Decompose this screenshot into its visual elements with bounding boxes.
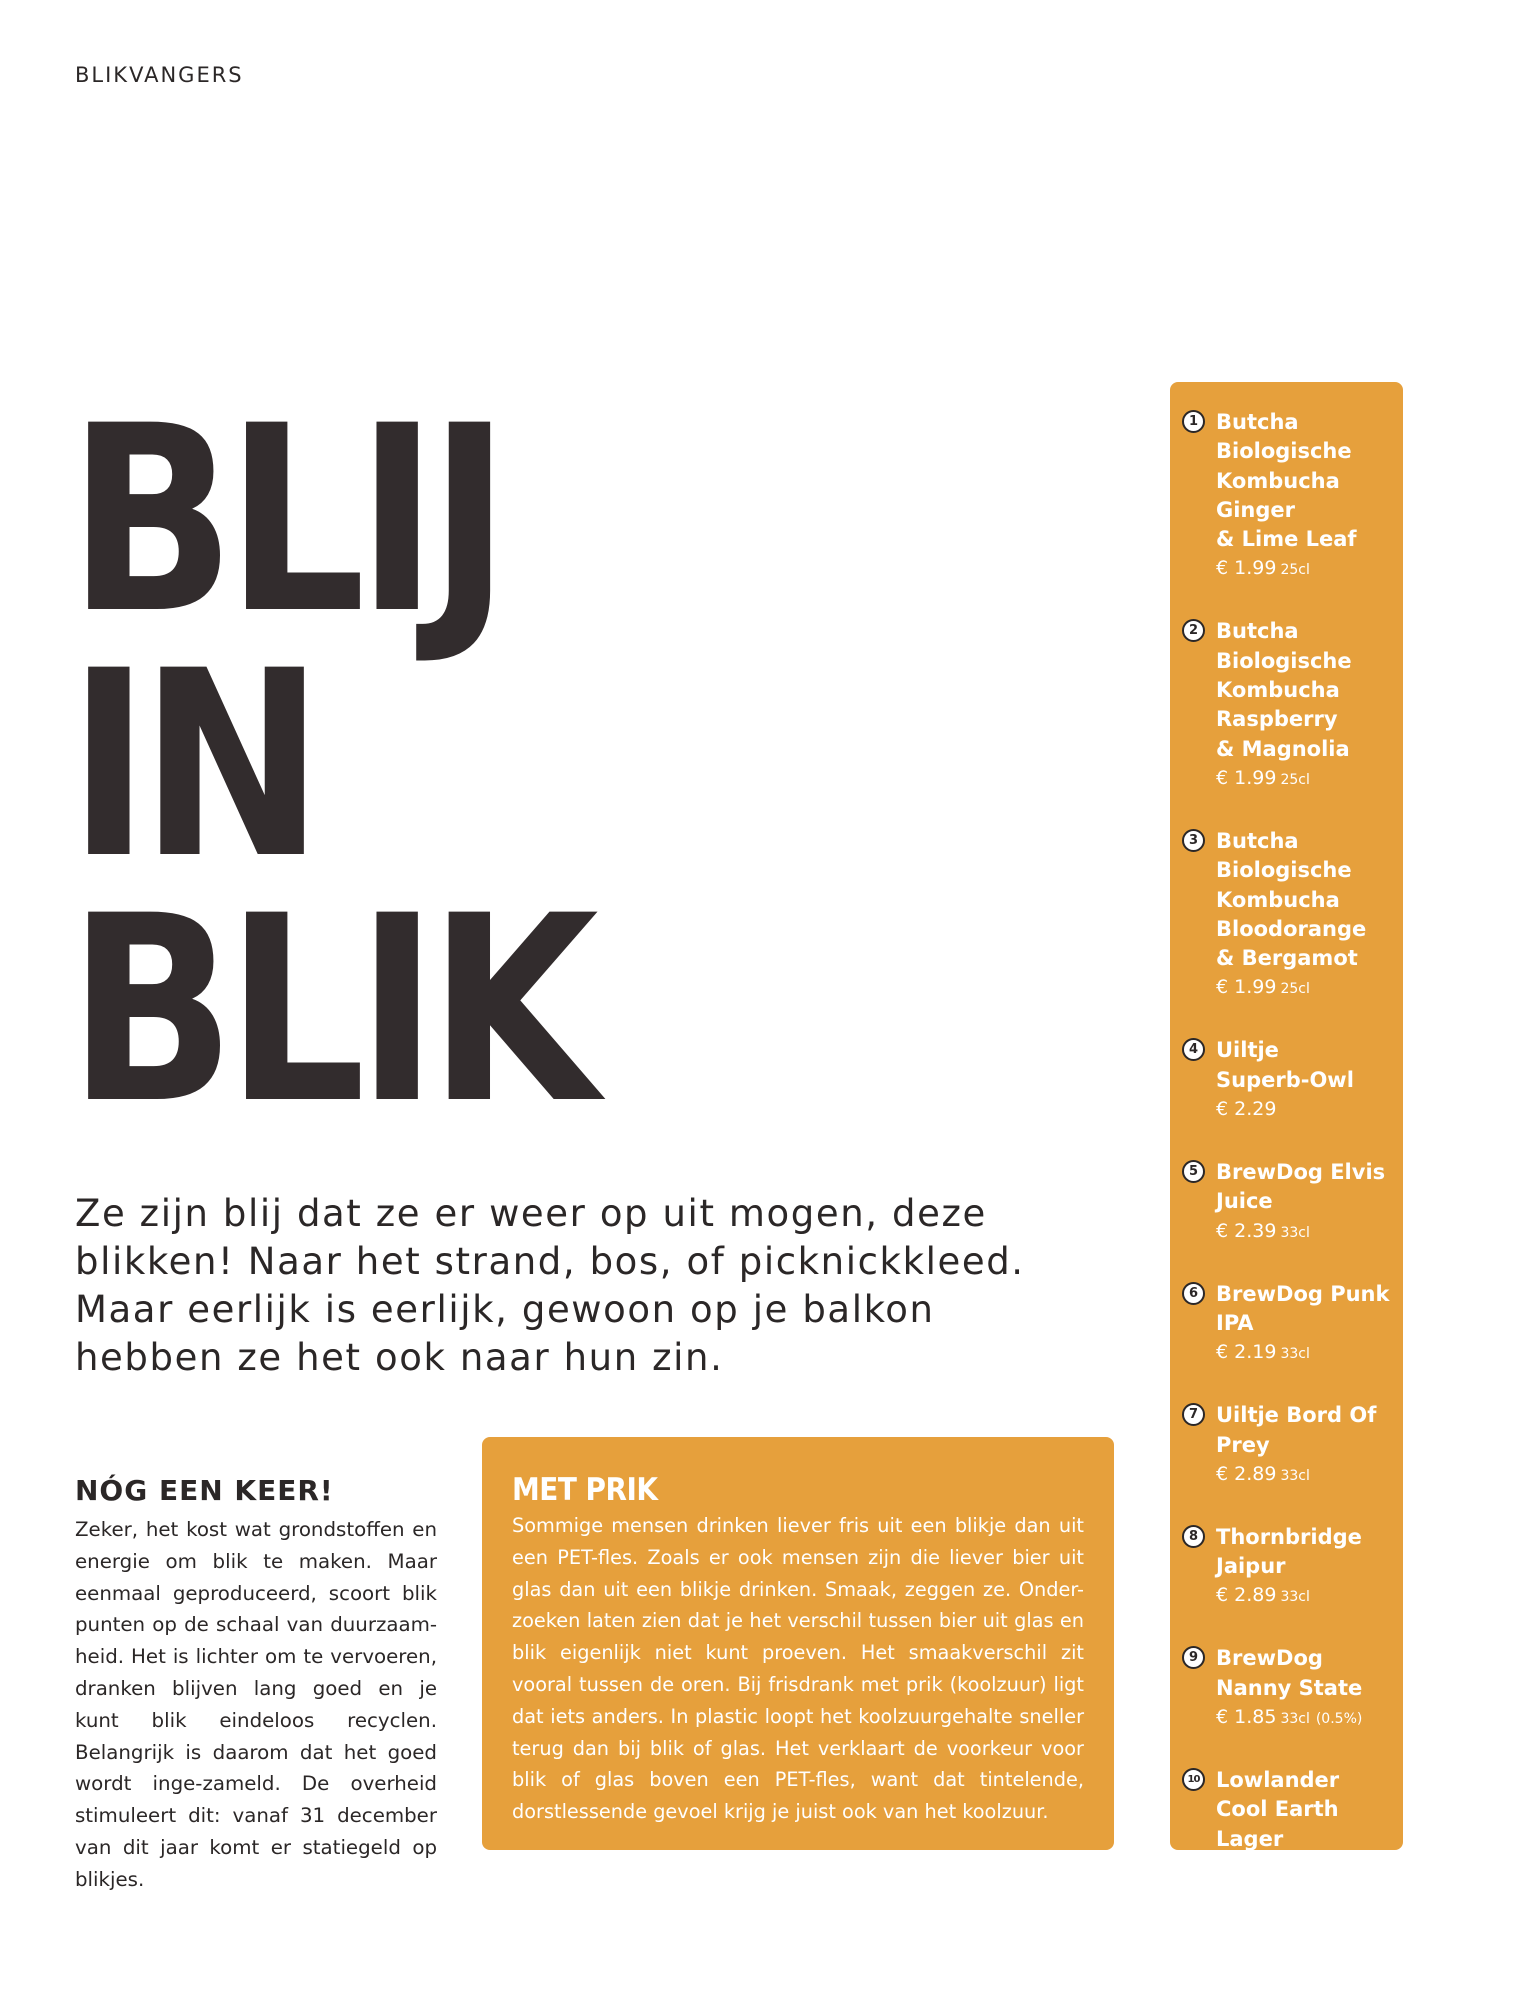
product-name: Thornbridge Jaipur bbox=[1216, 1524, 1362, 1579]
product-item bbox=[1182, 1280, 1395, 1370]
headline-line-1: BLIJ bbox=[68, 370, 501, 670]
product-price-row bbox=[1216, 1460, 1395, 1491]
product-item bbox=[1182, 1158, 1395, 1248]
met-prik-heading: MET PRIK bbox=[512, 1472, 658, 1508]
number-badge: 6 bbox=[1182, 1282, 1205, 1305]
number-badge: 8 bbox=[1182, 1525, 1205, 1548]
product-volume: 33cl bbox=[1280, 1346, 1310, 1363]
product-volume: 33cl bbox=[1280, 1711, 1310, 1728]
headline-line-2: IN bbox=[68, 615, 315, 915]
product-volume: 33cl bbox=[1280, 1224, 1310, 1241]
product-item bbox=[1182, 1644, 1395, 1734]
product-volume: 33cl bbox=[1280, 1467, 1310, 1484]
number-badge: 7 bbox=[1182, 1403, 1205, 1426]
met-prik-box bbox=[482, 1437, 1114, 1850]
product-item bbox=[1182, 617, 1395, 794]
product-item bbox=[1182, 1036, 1395, 1126]
number-badge: 9 bbox=[1182, 1646, 1205, 1669]
met-prik-body: Sommige mensen drinken liever fris uit een blikje dan uit een PET-fles. Zoals er ook mensen zijn die liever bier uit glas dan uit een blikje drinken. Smaak, zeggen ze. Onder-zoeken laten zien dat je het verschil tussen bier uit glas en blik eigenlijk niet kunt proeven. Het smaakverschil zit vooral tussen de oren. Bij frisdrank met prik (koolzuur) ligt dat iets anders. In plastic loopt het koolzuurgehalte sneller terug dan bij blik of glas. Het verklaart de voorkeur voor blik of glas boven een PET-fles, want dat tintelende, dorstlessende gevoel krijg je juist ook van het koolzuur. bbox=[512, 1514, 1084, 1824]
product-price-row bbox=[1216, 764, 1395, 795]
left-column-heading: NÓG EEN KEER! bbox=[75, 1474, 334, 1507]
product-price: € 2.29 bbox=[1216, 1098, 1277, 1121]
product-price-row bbox=[1216, 1338, 1395, 1369]
product-price: € 1.99 bbox=[1216, 557, 1277, 580]
headline-line-3: BLIK bbox=[68, 860, 590, 1160]
product-item bbox=[1182, 1766, 1395, 1885]
number-badge: 4 bbox=[1182, 1038, 1205, 1061]
product-price-row bbox=[1216, 1581, 1395, 1612]
product-name: BrewDog Elvis Juice bbox=[1216, 1160, 1386, 1214]
product-price-row bbox=[1216, 1854, 1395, 1885]
product-name: Butcha Biologische Kombucha Ginger & Lime Leaf bbox=[1216, 410, 1357, 552]
intro-text: Ze zijn blij dat ze er weer op uit mogen, deze blikken! Naar het strand, bos, of picknickkleed. Maar eerlijk is eerlijk, gewoon op je balkon hebben ze het ook naar hun zin. bbox=[75, 1192, 1025, 1379]
product-price: € 2.39 bbox=[1216, 1219, 1277, 1242]
product-sidebar bbox=[1170, 382, 1403, 1879]
product-volume: 33cl bbox=[1280, 1861, 1310, 1878]
product-abv: (0.3%) bbox=[1315, 1861, 1363, 1878]
product-price: € 2.19 bbox=[1216, 1341, 1277, 1364]
product-item bbox=[1182, 1401, 1395, 1491]
product-price: € 1.85 bbox=[1216, 1706, 1277, 1729]
product-name: Lowlander Cool Earth Lager bbox=[1216, 1768, 1340, 1851]
product-price-row bbox=[1216, 1703, 1395, 1734]
product-abv: (0.5%) bbox=[1315, 1711, 1363, 1728]
product-volume: 25cl bbox=[1280, 981, 1310, 998]
product-price-row bbox=[1216, 973, 1395, 1004]
product-name: Uiltje Bord Of Prey bbox=[1216, 1403, 1377, 1457]
left-column-body: Zeker, het kost wat grondstoffen en energie om blik te maken. Maar eenmaal geproduceerd, scoort blik punten op de schaal van duurzaam-heid. Het is lichter om te vervoeren, dranken blijven lang goed en je kunt blik eindeloos recyclen. Belangrijk is daarom dat het goed wordt inge-zameld. De overheid stimuleert dit: vanaf 31 december van dit jaar komt er statiegeld op blikjes. bbox=[75, 1518, 437, 1891]
product-volume: 25cl bbox=[1280, 771, 1310, 788]
product-name: BrewDog Nanny State bbox=[1216, 1646, 1363, 1700]
product-name: Butcha Biologische Kombucha Bloodorange & Bergamot bbox=[1216, 828, 1367, 971]
product-item bbox=[1182, 1523, 1395, 1613]
headline bbox=[68, 370, 600, 1160]
product-price: € 2.89 bbox=[1216, 1584, 1277, 1607]
section-label: BLIKVANGERS bbox=[75, 63, 244, 87]
product-name: BrewDog Punk IPA bbox=[1216, 1281, 1390, 1335]
product-name: Butcha Biologische Kombucha Raspberry & Magnolia bbox=[1216, 619, 1352, 761]
number-badge: 10 bbox=[1182, 1768, 1205, 1791]
product-volume: 25cl bbox=[1280, 562, 1310, 579]
product-price-row bbox=[1216, 1095, 1395, 1126]
left-column bbox=[75, 1474, 437, 1896]
product-price-row bbox=[1216, 1217, 1395, 1248]
product-item bbox=[1182, 827, 1395, 1004]
number-badge: 1 bbox=[1182, 410, 1205, 433]
number-badge: 2 bbox=[1182, 619, 1205, 642]
product-price-row bbox=[1216, 554, 1395, 585]
product-price: € 2.89 bbox=[1216, 1462, 1277, 1485]
product-item bbox=[1182, 408, 1395, 585]
number-badge: 5 bbox=[1182, 1160, 1205, 1183]
product-price: € 1.99 bbox=[1216, 766, 1277, 789]
product-volume: 33cl bbox=[1280, 1589, 1310, 1606]
product-price: € 1.99 bbox=[1216, 976, 1277, 999]
product-name: Uiltje Superb-Owl bbox=[1216, 1038, 1354, 1092]
product-price: € 1.79 bbox=[1216, 1856, 1277, 1879]
number-badge: 3 bbox=[1182, 829, 1205, 852]
